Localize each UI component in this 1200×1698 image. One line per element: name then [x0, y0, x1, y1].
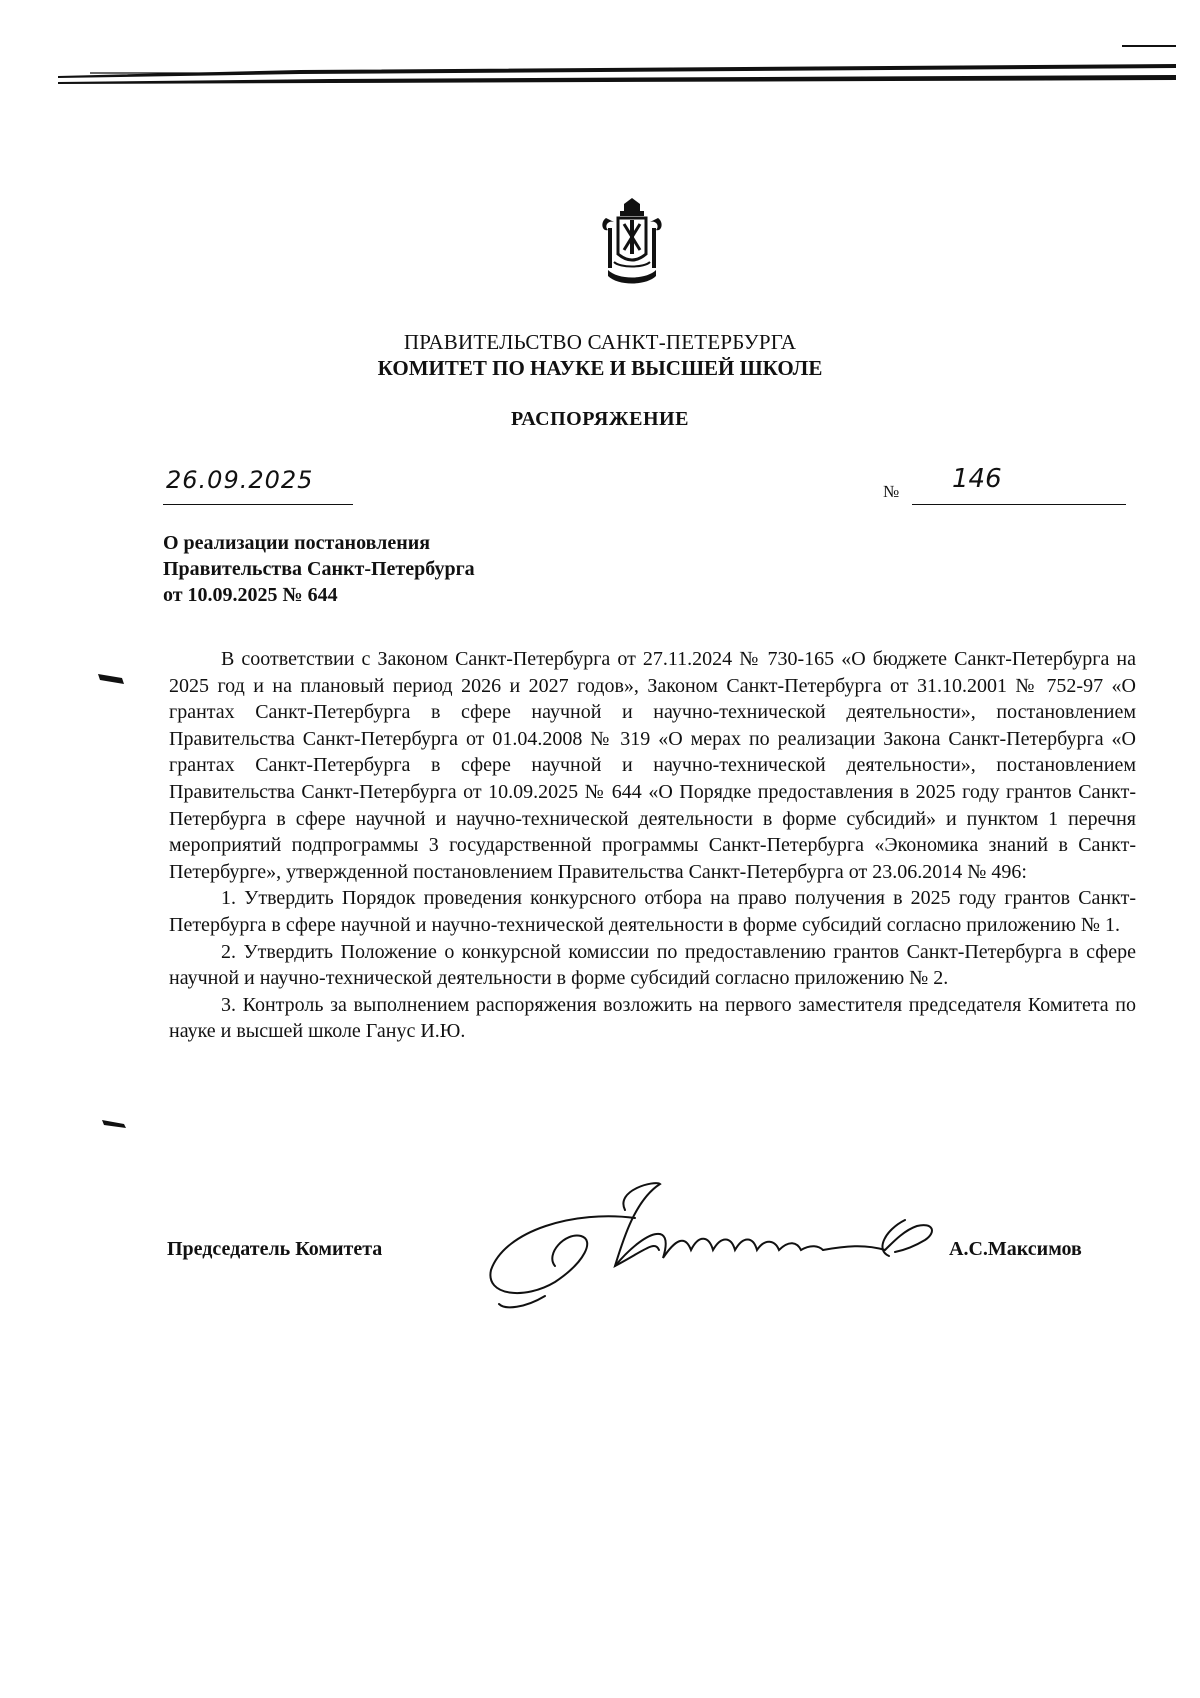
margin-mark [96, 670, 126, 688]
subject-line: О реализации постановления [163, 532, 431, 554]
number-field [912, 464, 1126, 505]
order-item: 2. Утвердить Положение о конкурсной комиссии по предоставлению грантов Санкт-Петербурга в сфере научной и научно-технической деятельности в форме субсидий согласно приложению № 2. [169, 940, 1136, 990]
government-title: ПРАВИТЕЛЬСТВО САНКТ-ПЕТЕРБУРГА [403, 330, 797, 354]
date-value: 26.09.2025 [166, 466, 314, 494]
document-type: РАСПОРЯЖЕНИЕ [511, 408, 689, 430]
date-field [163, 466, 353, 505]
number-label: № [883, 482, 900, 501]
order-item: 1. Утвердить Порядок проведения конкурсного отбора на право получения в 2025 году грантов Санкт-Петербурга в сфере научной и научно-технической деятельности в форме субсидий согласно приложению № 1. [169, 887, 1136, 936]
document-body [169, 646, 1136, 1045]
preamble-paragraph: В соответствии с Законом Санкт-Петербурга от 27.11.2024 № 730-165 «О бюджете Санкт-Петербурга на 2025 год и на плановый период 2026 и 2027 годов», Законом Санкт-Петербурга от 31.10.2001 № 752-97 «О грантах Санкт-Петербурга в сфере научной и научно-технической деятельности», постановлением Правительства Санкт-Петербурга от 01.04.2008 № 319 «О мерах по реализации Закона Санкт-Петербурга «О грантах Санкт-Петербурга в сфере научной и научно-технической деятельности», постановлением Правительства Санкт-Петербурга от 10.09.2025 № 644 «О Порядке предоставления в 2025 году грантов Санкт-Петербурга в сфере научной и научно-технической деятельности в форме субсидий» и пунктом 1 перечня мероприятий подпрограммы 3 государственной программы Санкт-Петербурга «Экономика знаний в Санкт-Петербурге», утвержденной постановлением Правительства Санкт-Петербурга от 23.06.2014 № 496: [169, 648, 1136, 883]
document-subject [163, 530, 475, 608]
header-rule [0, 0, 1200, 100]
signatory-title: Председатель Комитета [167, 1238, 383, 1260]
coat-of-arms-icon [598, 198, 666, 288]
signatory-name: А.С.Максимов [949, 1238, 1082, 1260]
subject-line: от 10.09.2025 № 644 [163, 584, 338, 606]
margin-mark [100, 1116, 128, 1132]
committee-title: КОМИТЕТ ПО НАУКЕ И ВЫСШЕЙ ШКОЛЕ [377, 356, 823, 380]
number-value: 146 [952, 464, 1002, 494]
order-item: 3. Контроль за выполнением распоряжения возложить на первого заместителя председателя Комитета по науке и высшей школе Ганус И.Ю. [169, 993, 1136, 1043]
handwritten-signature [485, 1170, 955, 1310]
subject-line: Правительства Санкт-Петербурга [163, 558, 475, 580]
